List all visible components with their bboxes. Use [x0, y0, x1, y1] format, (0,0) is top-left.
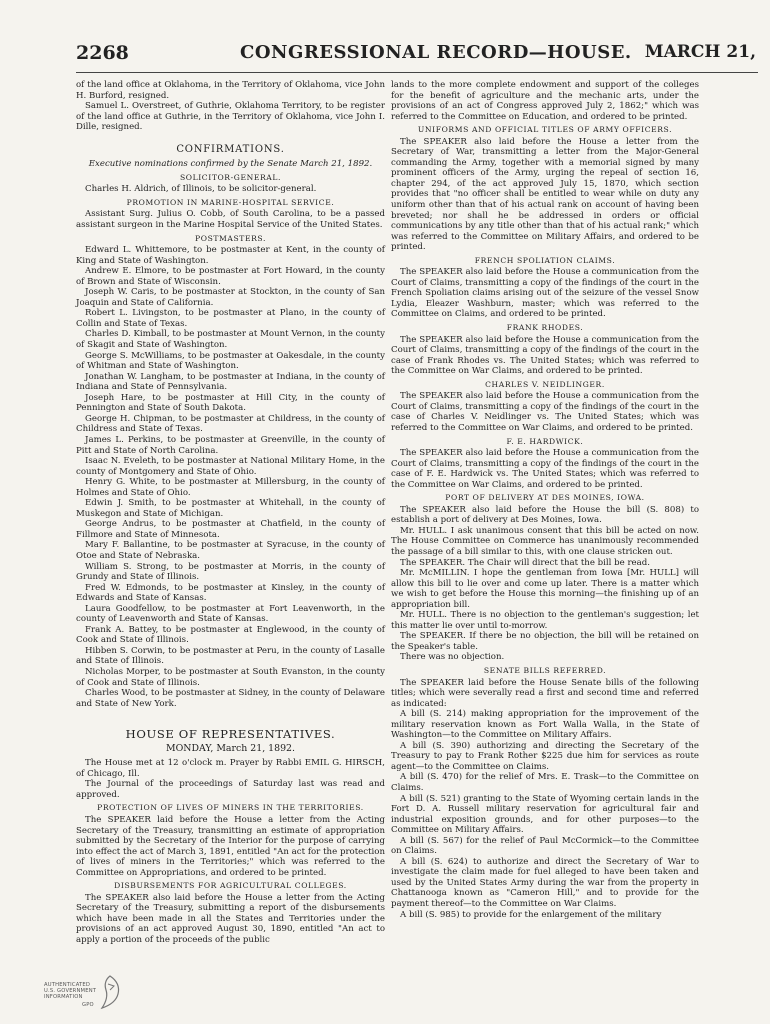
paragraph: The SPEAKER also laid before the House a communication from the Court of Claims, transmitting a copy of the findings of the court in the case of Charles V. Neidlinger vs. The United States; which was referred to the Committee on War Claims, and ordered to be printed. [391, 391, 699, 433]
page-header [76, 42, 756, 68]
page-number: 2268 [76, 42, 129, 64]
list-item: Joseph W. Caris, to be postmaster at Stockton, in the county of San Joaquin and State of California. [76, 287, 385, 308]
paragraph: The SPEAKER laid before the House a letter from the Acting Secretary of the Treasury, transmitting an estimate of appropriation submitted by the Secretary of the Interior for the purpose of carrying into effect the act of March 3, 1891, entitled "An act for the protection of lives of miners in the Territories;" which was referred to the Committee on Appropriations, and ordered to be printed. [76, 815, 385, 878]
paragraph: lands to the more complete endowment and support of the colleges for the benefit of agriculture and the mechanic arts, under the provisions of an act of Congress approved July 2, 1862;" which was referred to the Committee on Education, and ordered to be printed. [391, 80, 699, 122]
confirmations-heading: CONFIRMATIONS. [176, 143, 285, 155]
gpo-authenticated-logo [36, 972, 128, 1016]
auth-text: GPO [82, 1002, 94, 1008]
paragraph: Charles H. Aldrich, of Illinois, to be solicitor-general. [85, 184, 317, 195]
list-item: Andrew E. Elmore, to be postmaster at Fort Howard, in the county of Brown and State of Wisconsin. [76, 266, 385, 287]
list-item: William S. Strong, to be postmaster at Morris, in the county of Grundy and State of Illinois. [76, 561, 385, 583]
list-item: James L. Perkins, to be postmaster at Greenville, in the county of Pitt and State of North Carolina. [76, 434, 385, 456]
list-item: Nicholas Morper, to be postmaster at South Evanston, in the county of Cook and State of Illinois. [76, 666, 385, 688]
paragraph: The SPEAKER also laid before the House a communication from the Court of Claims, transmitting a copy of the findings of the court in the case of F. E. Hardwick vs. The United States; which was referred to the Committee on War Claims, and ordered to be printed. [391, 448, 699, 490]
section-heading: POSTMASTERS. [195, 233, 266, 243]
paragraph: Assistant Surg. Julius O. Cobb, of South Carolina, to be a passed assistant surgeon in the Marine Hospital Service of the United States. [76, 209, 385, 231]
list-item: A bill (S. 624) to authorize and direct the Secretary of War to investigate the claim made for fuel alleged to have been taken and used by the United States Army during the war from the property in Chattanooga known as "Cameron Hill," and to provide for the payment thereof—to the Committee on War Claims. [391, 856, 699, 910]
list-item: George S. McWilliams, to be postmaster at Oakesdale, in the county of Whitman and State of Washington. [76, 350, 385, 372]
list-item: Mary F. Ballantine, to be postmaster at Syracuse, in the county of Otoe and State of Nebraska. [76, 540, 385, 561]
list-item: Laura Goodfellow, to be postmaster at Fort Leavenworth, in the county of Leavenworth and State of Kansas. [76, 603, 385, 625]
section-heading: CHARLES V. NEIDLINGER. [485, 379, 605, 389]
list-item: Fred W. Edmonds, to be postmaster at Kinsley, in the county of Edwards and State of Kansas. [76, 582, 385, 604]
paragraph: The SPEAKER also laid before the House a letter from the Secretary of War, transmitting a letter from the Major-General commanding the Army, together with a memorial signed by many prominent officers of the Army, urging the repeal of section 16, chapter 294, of the act approved July 15, 1870, which section provides that "no officer shall be entitled to wear while on duty any uniform other than that of his actual rank on account of having been breveted; nor shall he be addressed in orders or official communications by any title other than that of his actual rank;" which was referred to the Committee on Military Affairs, and ordered to be printed. [391, 136, 699, 253]
list-item: Hibben S. Corwin, to be postmaster at Peru, in the county of Lasalle and State of Illinois. [76, 645, 385, 667]
list-item: A bill (S. 521) granting to the State of Wyoming certain lands in the Fort D. A. Russell military reservation for agricultural fair and industrial exposition grounds, and for other purposes—to the Committee on Military Affairs. [391, 793, 699, 836]
list-item: Jonathan W. Langham, to be postmaster at Indiana, in the county of Indiana and State of Pennsylvania. [76, 371, 385, 393]
list-item: Charles D. Kimball, to be postmaster at Mount Vernon, in the county of Skagit and State of Washington. [76, 329, 385, 351]
list-item: A bill (S. 567) for the relief of Paul McCormick—to the Committee on Claims. [391, 835, 699, 857]
list-item: Charles Wood, to be postmaster at Sidney, in the county of Delaware and State of New York. [76, 688, 385, 709]
running-title: CONGRESSIONAL RECORD—HOUSE. [240, 42, 632, 63]
list-item: A bill (S. 214) making appropriation for the improvement of the military reservation known as Fort Walla Walla, in the State of Washington—to the Committee on Military Affairs. [391, 709, 699, 741]
section-heading: UNIFORMS AND OFFICIAL TITLES OF ARMY OFFICERS. [417, 125, 673, 135]
house-date: MONDAY, March 21, 1892. [166, 742, 295, 754]
paragraph: The SPEAKER. If there be no objection, the bill will be retained on the Speaker's table. [391, 631, 699, 652]
paragraph: The SPEAKER also laid before the House the bill (S. 808) to establish a port of delivery at Des Moines, Iowa. [391, 504, 699, 526]
section-heading: SOLICITOR-GENERAL. [179, 172, 282, 182]
section-heading: PROTECTION OF LIVES OF MINERS IN THE TERRITORIES. [97, 803, 364, 813]
section-heading: FRANK RHODES. [506, 323, 584, 333]
paragraph: Mr. McMILLIN. I hope the gentleman from Iowa [Mr. HULL] will allow this bill to lie over and come up later. There is a matter which we wish to get before the House this morning—the finishing up of an appropriation bill. [391, 568, 699, 610]
paragraph: Mr. HULL. I ask unanimous consent that this bill be acted on now. The House Committee on Commerce has unanimously recommended the passage of a bill similar to this, with one clause stricken out. [391, 525, 699, 557]
list-item: Joseph Hare, to be postmaster at Hill City, in the county of Pennington and State of South Dakota. [76, 392, 385, 414]
section-heading: PROMOTION IN MARINE-HOSPITAL SERVICE. [126, 197, 335, 207]
list-item: Edward L. Whittemore, to be postmaster at Kent, in the county of King and State of Washington. [76, 245, 385, 266]
list-item: Isaac N. Eveleth, to be postmaster at National Military Home, in the county of Montgomery and State of Ohio. [76, 456, 385, 477]
section-heading: FRENCH SPOLIATION CLAIMS. [474, 255, 616, 265]
paragraph: The SPEAKER also laid before the House a communication from the Court of Claims, transmitting a copy of the findings of the court in the case of Frank Rhodes vs. The United States; which was referred to the Committee on War Claims, and ordered to be printed. [391, 334, 699, 377]
paragraph: The SPEAKER also laid before the House a letter from the Acting Secretary of the Treasury, submitting a report of the disbursements which have been made in all the States and Territories under the provisions of an act approved August 30, 1890, entitled "An act to apply a portion of the proceeds of the public [76, 892, 385, 946]
paragraph: The SPEAKER. The Chair will direct that the bill be read. [400, 557, 650, 568]
list-item: Edwin J. Smith, to be postmaster at Whitehall, in the county of Muskegon and State of Michigan. [76, 498, 385, 519]
paragraph: The SPEAKER also laid before the House a communication from the Court of Claims, transmitting a copy of the findings of the court in the French Spoliation claims arising out of the seizure of the vessel Snow Lydia, Eleazer Washburn, master; which was referred to the Committee on Claims, and ordered to be printed. [391, 267, 699, 320]
confirmations-subheading: Executive nominations confirmed by the Senate March 21, 1892. [88, 159, 373, 170]
paragraph: There was no objection. [400, 652, 505, 663]
postmasters-list [76, 245, 385, 709]
list-item: Henry G. White, to be postmaster at Millersburg, in the county of Holmes and State of Ohio. [76, 477, 385, 498]
section-heading: PORT OF DELIVERY AT DES MOINES, IOWA. [445, 493, 645, 503]
auth-text: INFORMATION [44, 994, 83, 1000]
list-item: A bill (S. 470) for the relief of Mrs. E. Trask—to the Committee on Claims. [391, 772, 699, 793]
list-item: George H. Chipman, to be postmaster at Childress, in the county of Childress and State of Texas. [76, 413, 385, 435]
section-heading: F. E. HARDWICK. [506, 436, 584, 446]
list-item: Robert L. Livingston, to be postmaster at Plano, in the county of Collin and State of Texas. [76, 308, 385, 329]
house-heading: HOUSE OF REPRESENTATIVES. [125, 727, 336, 742]
list-item: Frank A. Battey, to be postmaster at Englewood, in the county of Cook and State of Illinois. [76, 624, 385, 646]
senate-bills-list [391, 709, 699, 920]
eagle-icon [96, 974, 124, 1010]
section-heading: SENATE BILLS REFERRED. [483, 665, 607, 675]
auth-text: U.S. GOVERNMENT [44, 988, 97, 994]
paragraph: Samuel L. Overstreet, of Guthrie, Oklahoma Territory, to be register of the land office at Guthrie, in the Territory of Oklahoma, vice John I. Dille, resigned. [76, 101, 385, 133]
paragraph: of the land office at Oklahoma, in the Territory of Oklahoma, vice John H. Burford, resigned. [76, 80, 385, 101]
auth-text: AUTHENTICATED [44, 982, 91, 988]
paragraph: The House met at 12 o'clock m. Prayer by Rabbi EMIL G. HIRSCH, of Chicago, Ill. [76, 758, 385, 779]
right-column [391, 80, 699, 920]
list-item: A bill (S. 390) authorizing and directing the Secretary of the Treasury to pay to Frank Rother $225 due him for services as route agent—to the Committee on Claims. [391, 740, 699, 772]
section-heading: DISBURSEMENTS FOR AGRICULTURAL COLLEGES. [114, 881, 347, 891]
paragraph: Mr. HULL. There is no objection to the gentleman's suggestion; let this matter lie over until to-morrow. [391, 610, 699, 631]
paragraph: The Journal of the proceedings of Saturday last was read and approved. [76, 779, 385, 800]
list-item: A bill (S. 985) to provide for the enlargement of the military [400, 909, 662, 920]
left-column [76, 80, 385, 946]
paragraph: The SPEAKER laid before the House Senate bills of the following titles; which were severally read a first and second time and referred as indicated: [391, 677, 699, 709]
header-date: MARCH 21, [644, 42, 756, 62]
list-item: George Andrus, to be postmaster at Chatfield, in the county of Fillmore and State of Minnesota. [76, 519, 385, 540]
header-rule [76, 72, 758, 73]
